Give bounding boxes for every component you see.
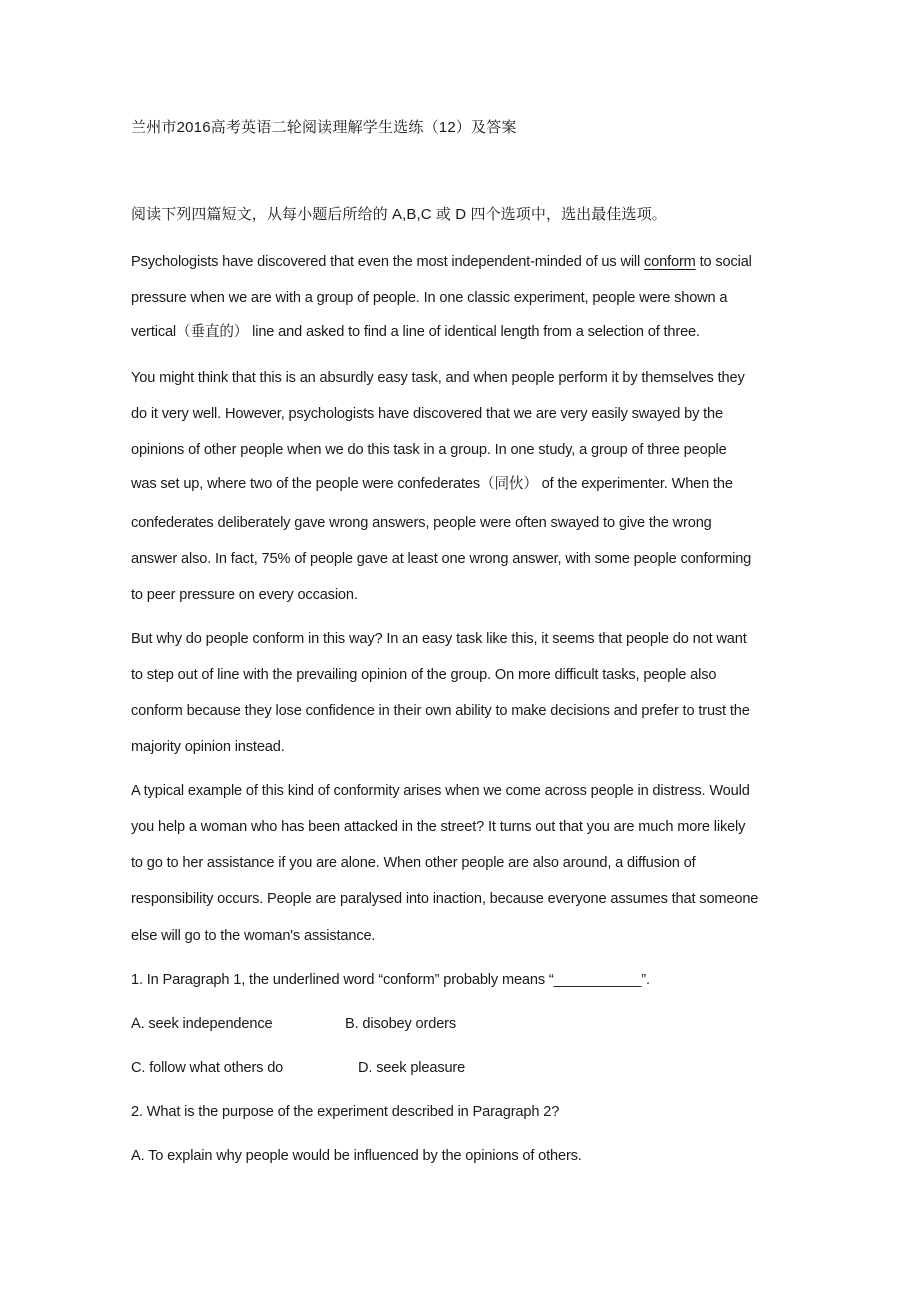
paragraph-line: opinions of other people when we do this task in a group. In one study, a group of three people [131, 442, 727, 458]
paragraph-line: majority opinion instead. [131, 739, 285, 755]
paragraph-line: vertical（垂直的） line and asked to find a line of identical length from a selection of three. [131, 324, 700, 340]
paragraph-line: But why do people conform in this way? In an easy task like this, it seems that people do not want [131, 631, 747, 647]
paragraph-line: You might think that this is an absurdly easy task, and when people perform it by themselves they [131, 370, 745, 386]
paragraph-line: else will go to the woman's assistance. [131, 928, 376, 944]
option-a: A. To explain why people would be influenced by the opinions of others. [131, 1148, 582, 1164]
document-title: 兰州市2016高考英语二轮阅读理解学生选练（12）及答案 [131, 119, 517, 136]
question-stem: 2. What is the purpose of the experiment described in Paragraph 2? [131, 1104, 560, 1120]
paragraph-line: responsibility occurs. People are paralysed into inaction, because everyone assumes that someone [131, 891, 759, 907]
option-b: B. disobey orders [345, 1016, 457, 1032]
underlined-word-conform: conform [644, 254, 696, 270]
paragraph-line: was set up, where two of the people were confederates（同伙） of the experimenter. When the [131, 476, 733, 492]
paragraph-line: to step out of line with the prevailing opinion of the group. On more difficult tasks, people also [131, 667, 717, 683]
paragraph-line: you help a woman who has been attacked in the street? It turns out that you are much more likely [131, 819, 746, 835]
text-segment: to social [695, 254, 752, 270]
paragraph-line: pressure when we are with a group of people. In one classic experiment, people were shown a [131, 290, 728, 306]
paragraph-line: A typical example of this kind of conformity arises when we come across people in distress. Would [131, 783, 750, 799]
paragraph-line [131, 252, 752, 272]
paragraph-line: conform because they lose confidence in their own ability to make decisions and prefer to trust the [131, 703, 750, 719]
instruction-text: 阅读下列四篇短文，从每小题后所给的 A,B,C 或 D 四个选项中，选出最佳选项。 [131, 206, 667, 223]
question-stem: 1. In Paragraph 1, the underlined word “conform” probably means “___________”. [131, 972, 650, 988]
paragraph-line: confederates deliberately gave wrong answers, people were often swayed to give the wrong [131, 515, 712, 531]
paragraph-line: do it very well. However, psychologists have discovered that we are very easily swayed by the [131, 406, 723, 422]
paragraph-line: to peer pressure on every occasion. [131, 587, 358, 603]
option-d: D. seek pleasure [358, 1060, 466, 1076]
paragraph-line: to go to her assistance if you are alone. When other people are also around, a diffusion of [131, 855, 696, 871]
paragraph-line: answer also. In fact, 75% of people gave at least one wrong answer, with some people conforming [131, 551, 752, 567]
text-segment: Psychologists have discovered that even the most independent-minded of us will [131, 254, 645, 270]
option-a: A. seek independence [131, 1016, 273, 1032]
option-c: C. follow what others do [131, 1060, 284, 1076]
